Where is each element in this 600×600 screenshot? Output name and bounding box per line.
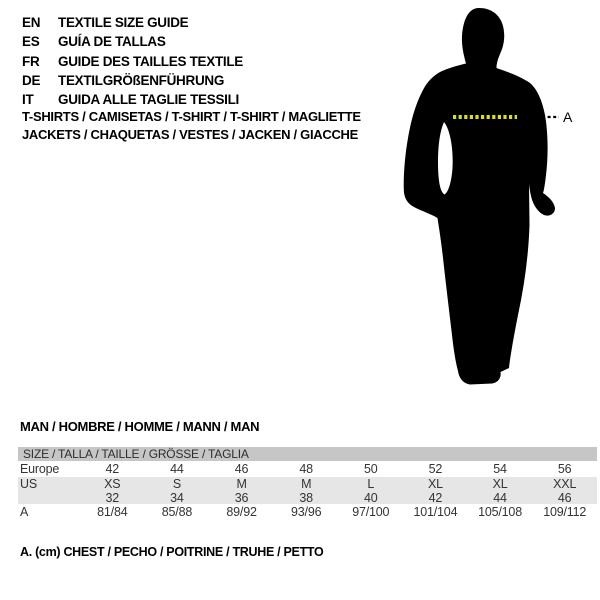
size-cell: 38 — [299, 490, 313, 505]
language-code: FR — [22, 53, 40, 69]
size-cell: 36 — [234, 490, 249, 505]
row-label-a: A — [20, 505, 29, 519]
size-cell: 105/108 — [478, 505, 522, 519]
size-cell: 44 — [493, 490, 507, 505]
language-code: ES — [22, 34, 40, 50]
man-silhouette — [390, 4, 590, 394]
size-guide-figure — [390, 4, 590, 394]
language-code: IT — [22, 92, 34, 108]
category-jackets: JACKETS / CHAQUETAS / VESTES / JACKEN / GIACCHE — [22, 127, 358, 142]
size-cell: 46 — [234, 462, 249, 476]
language-label: GUIDE DES TAILLES TEXTILE — [58, 53, 244, 69]
category-lines — [22, 108, 361, 144]
language-label: TEXTILE SIZE GUIDE — [58, 15, 189, 30]
table-row-us-letters — [18, 477, 597, 491]
size-cell: XL — [427, 477, 443, 491]
language-label: TEXTILGRÖßENFÜHRUNG — [58, 72, 225, 88]
language-code: EN — [22, 15, 41, 30]
language-row — [22, 52, 243, 71]
language-list — [22, 13, 243, 109]
size-cell: 101/104 — [413, 505, 458, 519]
measure-label-a: A — [563, 109, 573, 125]
language-label: GUIDA ALLE TAGLIE TESSILI — [58, 92, 239, 108]
language-row — [22, 90, 243, 109]
size-cell: 93/96 — [291, 505, 322, 519]
table-band-us — [18, 477, 597, 504]
size-table-header: SIZE / TALLA / TAILLE / GRÖSSE / TAGLIA — [18, 447, 597, 461]
table-row-europe — [18, 461, 597, 477]
language-label: GUÍA DE TALLAS — [58, 34, 166, 50]
size-cell: 54 — [493, 462, 507, 476]
size-cell: M — [301, 477, 312, 491]
size-cell: XXL — [553, 477, 577, 491]
size-cell: 52 — [428, 462, 443, 476]
size-cell: 40 — [364, 490, 378, 505]
size-cell: 32 — [105, 490, 120, 505]
man-silhouette-shape — [404, 8, 555, 385]
size-cell: L — [367, 477, 375, 491]
size-cell: M — [236, 477, 247, 491]
table-row-chest — [18, 504, 597, 520]
language-row — [22, 13, 243, 32]
size-cell: 42 — [428, 490, 443, 505]
size-cell: 89/92 — [226, 505, 257, 519]
size-cell: 34 — [170, 490, 184, 505]
size-table — [18, 447, 597, 520]
size-cell: 56 — [557, 462, 572, 476]
language-row — [22, 71, 243, 90]
size-cell: 42 — [105, 462, 120, 476]
size-cell: 50 — [364, 462, 378, 476]
size-cell: XS — [104, 477, 121, 491]
measure-footnote: A. (cm) CHEST / PECHO / POITRINE / TRUHE / PETTO — [20, 545, 324, 559]
row-label-europe: Europe — [20, 462, 60, 476]
category-tshirts: T-SHIRTS / CAMISETAS / T-SHIRT / T-SHIRT / MAGLIETTE — [22, 109, 361, 124]
size-cell: 97/100 — [352, 505, 390, 519]
size-cell: 81/84 — [97, 505, 128, 519]
size-cell: 48 — [299, 462, 313, 476]
language-code: DE — [22, 72, 41, 88]
table-row-us-numbers — [18, 491, 597, 505]
size-cell: 46 — [557, 490, 572, 505]
language-row — [22, 32, 243, 51]
size-cell: 109/112 — [543, 505, 587, 519]
size-cell: S — [172, 477, 181, 491]
size-cell: XL — [492, 477, 508, 491]
size-cell: 85/88 — [161, 505, 193, 519]
row-label-us: US — [20, 477, 37, 491]
size-cell: 44 — [170, 462, 184, 476]
section-title-man: MAN / HOMBRE / HOMME / MANN / MAN — [20, 419, 260, 434]
